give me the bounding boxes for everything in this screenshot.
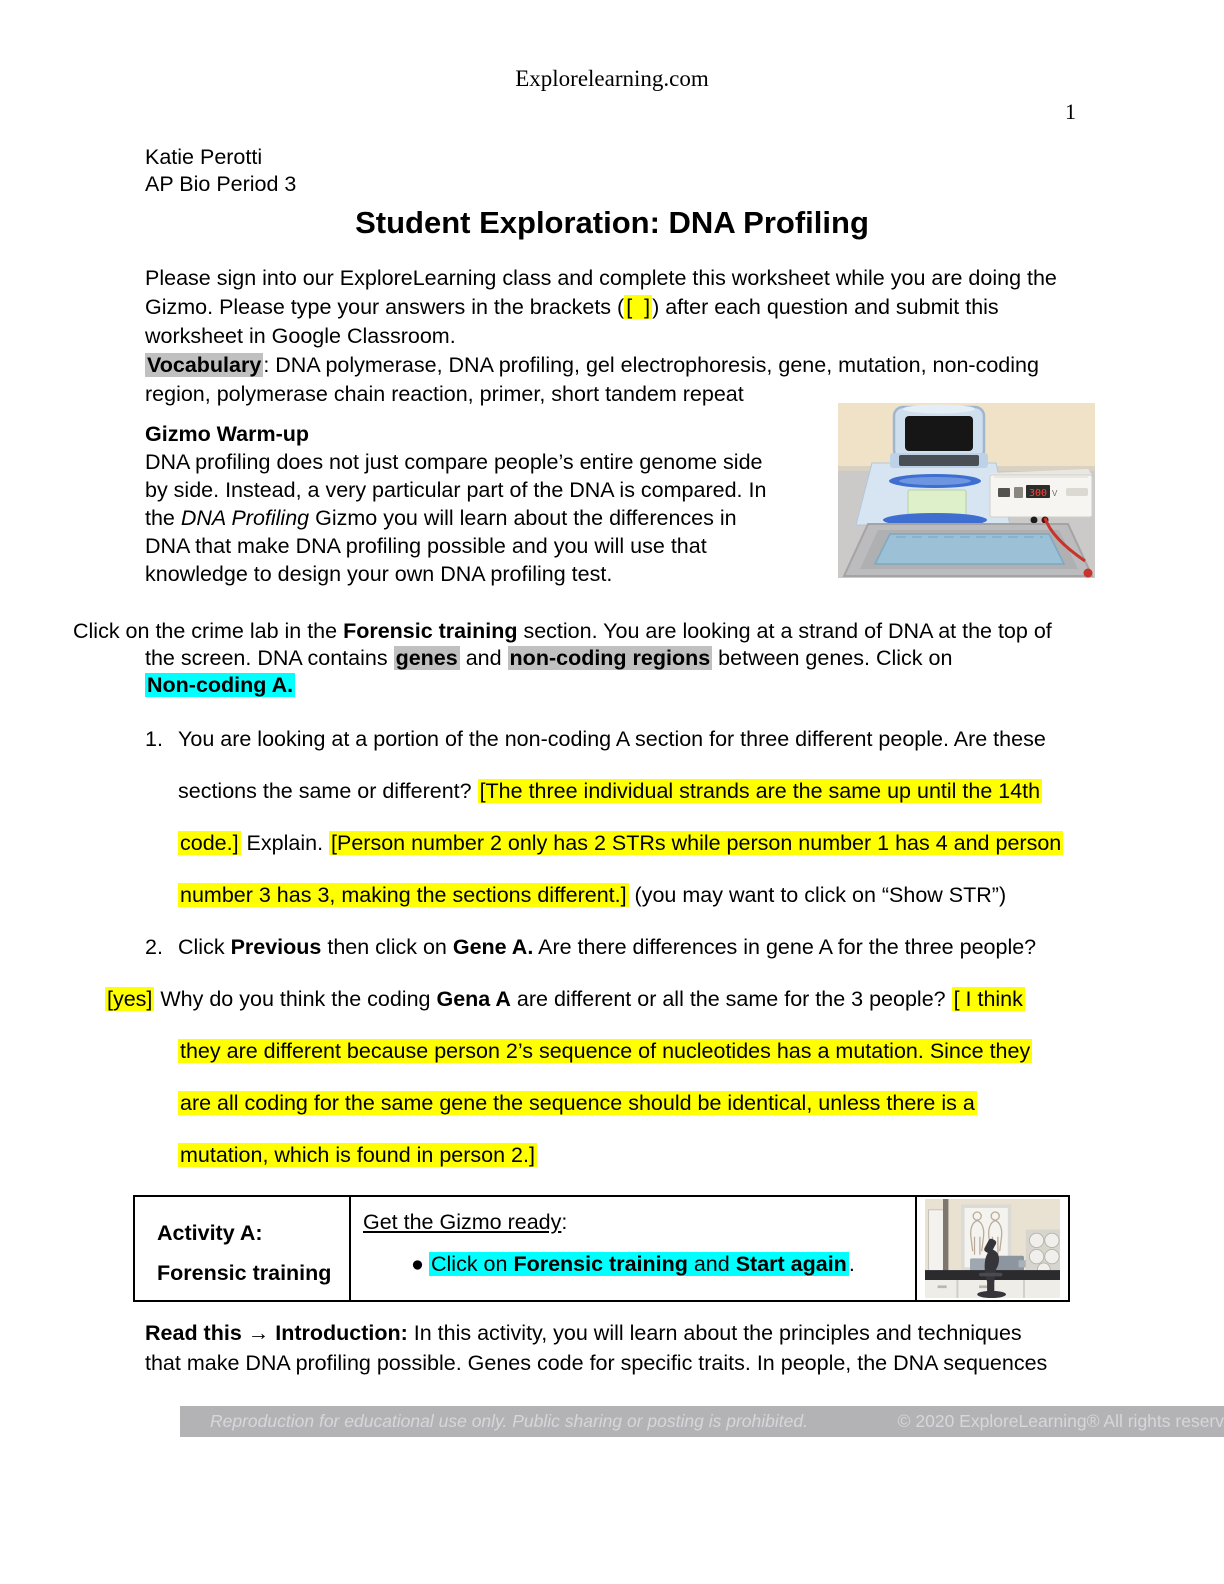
svg-text:300: 300 — [1028, 488, 1048, 499]
footer-usage-notice: Reproduction for educational use only. Public sharing or posting is prohibited. — [210, 1411, 808, 1431]
student-block — [145, 144, 1224, 198]
crime-lab-image-cell — [916, 1196, 1069, 1301]
activity-table — [133, 1195, 1070, 1302]
answer-highlight: mutation, which is found in person 2.] — [180, 1143, 535, 1167]
activity-name: Forensic training — [157, 1261, 332, 1285]
intro-line: worksheet in Google Classroom. — [145, 324, 456, 348]
class-period: AP Bio Period 3 — [145, 172, 297, 196]
arrow-glyph: → — [241, 1321, 276, 1345]
activity-label-cell — [134, 1196, 350, 1301]
bullet-icon: ● — [411, 1252, 424, 1276]
question-1: 1. You are looking at a portion of the non-coding A section for three different people. Are these sections the same or different? [The three individual strands are the same up until the 14th code.] Explain. [Person number 2 only has 2 STRs while person number 1 has 4 and person number 3 has 3, making the sections different.] (you may want to click on “Show STR”) — [178, 713, 1164, 921]
page-number: 1 — [1065, 99, 1076, 124]
warmup-heading: Gizmo Warm-up — [145, 422, 310, 446]
crime-lab-paragraph: Click on the crime lab in the Forensic training section. You are looking at a strand of DNA at the top of the screen. DNA contains genes and non-coding regions between genes. Click on Non-coding A. — [73, 619, 1052, 697]
answer-brackets-highlight: [ ] — [626, 295, 651, 319]
footer-watermark-bar — [180, 1406, 1224, 1437]
question-1-number: 1. — [145, 727, 163, 751]
non-coding-a-highlight: Non-coding A. — [147, 673, 294, 697]
site-header: Explorelearning.com — [515, 66, 709, 91]
activity-letter: Activity A: — [157, 1221, 263, 1245]
introduction-bold: Introduction: — [275, 1321, 408, 1345]
warmup-text — [145, 421, 838, 588]
questions-section — [0, 713, 1224, 1181]
non-coding-regions-term: non-coding regions — [509, 646, 711, 670]
warmup-section — [145, 421, 1095, 588]
vocabulary-line: region, polymerase chain reaction, primer, short tandem repeat — [145, 382, 744, 406]
previous-bold: Previous — [230, 935, 322, 959]
vocabulary-line: Vocabulary: DNA polymerase, DNA profiling, gel electrophoresis, gene, mutation, non-coding — [147, 353, 1039, 377]
answer-highlight: they are different because person 2’s sequence of nucleotides has a mutation. Since they — [180, 1039, 1031, 1063]
read-this-bold: Read this — [145, 1321, 242, 1345]
svg-text:V: V — [1052, 489, 1058, 498]
answer-highlight: code.] — [180, 831, 239, 855]
footer-copyright: © 2020 ExploreLearning® All rights reserv — [897, 1411, 1224, 1431]
answer-highlight: are all coding for the same gene the sequence should be identical, unless there is a — [180, 1091, 975, 1115]
crime-lab-image — [919, 1199, 1066, 1298]
answer-highlight: [The three individual strands are the same up until the 14th — [479, 779, 1041, 803]
answer-highlight: [yes] — [107, 987, 153, 1011]
start-again-instruction-highlight: Click on Forensic training and Start again — [431, 1252, 847, 1276]
question-2: 2. Click Previous then click on Gene A. Are there differences in gene A for the three people? — [178, 921, 1164, 973]
gizmo-ready-cell: Get the Gizmo ready: ● Click on Forensic training and Start again. — [350, 1196, 916, 1301]
read-this-paragraph: Read this → Introduction: In this activity, you will learn about the principles and techniques that make DNA profiling possible. Genes code for specific traits. In people, the DNA sequences — [145, 1321, 1048, 1375]
forensic-training-bold: Forensic training — [343, 619, 518, 643]
gene-a-bold: Gene A. — [452, 935, 534, 959]
intro-paragraph — [145, 264, 1095, 409]
get-gizmo-ready-heading: Get the Gizmo ready — [363, 1210, 562, 1234]
gizmo-name-italic: DNA Profiling — [180, 506, 310, 530]
pcr-equipment-image — [838, 403, 1095, 578]
gena-a-bold: Gena A — [436, 987, 511, 1011]
answer-highlight: [Person number 2 only has 2 STRs while person number 1 has 4 and person — [331, 831, 1062, 855]
gizmo-ready-bullet: ● Click on Forensic training and Start again. — [411, 1252, 855, 1276]
warmup-paragraph: DNA profiling does not just compare people’s entire genome side by side. Instead, a very particular part of the DNA is compared. In the DNA Profiling Gizmo you will learn about the differences in DNA that make DNA profiling possible and you will use that knowledge to design your own DNA profiling test. — [145, 450, 767, 586]
doc-title: Student Exploration: DNA Profiling — [355, 205, 869, 240]
question-2-answer: [yes] Why do you think the coding Gena A are different or all the same for the 3 people? [ I think they are different because person 2’s sequence of nucleotides has a mutation. Since they are all coding for the same gene the sequence should be identical, unless there is a mutation, which is found in person 2.] — [107, 987, 1031, 1167]
question-2-number: 2. — [145, 935, 163, 959]
answer-highlight: [ I think — [953, 987, 1023, 1011]
answer-highlight: number 3 has 3, making the sections different.] — [180, 883, 627, 907]
genes-term: genes — [395, 646, 458, 670]
intro-line: Gizmo. Please type your answers in the brackets ([ ]) after each question and submit this — [145, 295, 999, 319]
intro-line: Please sign into our ExploreLearning class and complete this worksheet while you are doing the — [145, 266, 1057, 290]
student-name: Katie Perotti — [145, 145, 263, 169]
vocabulary-label: Vocabulary — [147, 353, 262, 377]
